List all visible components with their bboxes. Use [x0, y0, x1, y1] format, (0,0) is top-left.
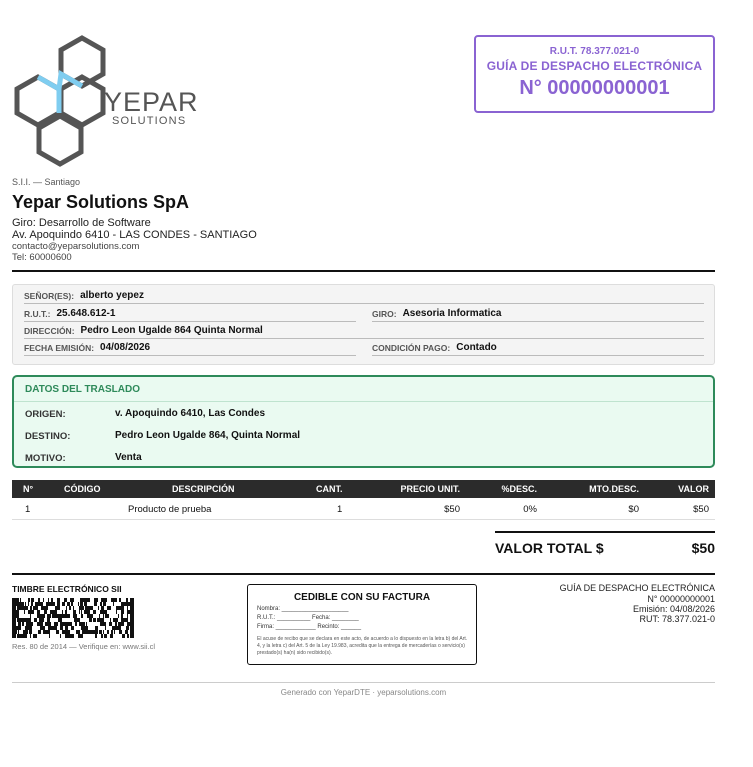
- company-giro: Giro: Desarrollo de Software: [12, 217, 151, 229]
- cell-value: $50: [693, 504, 709, 515]
- transfer-reason-value: Venta: [115, 452, 142, 463]
- transfer-origin-label: ORIGEN:: [25, 409, 66, 420]
- transfer-destination-value: Pedro Leon Ugalde 864, Quinta Normal: [115, 430, 301, 441]
- document-rut: R.U.T. 78.377.021-0: [549, 46, 640, 57]
- transfer-divider: [14, 401, 713, 402]
- reference-type: GUÍA DE DESPACHO ELECTRÓNICA: [559, 583, 715, 593]
- cedible-box: [247, 584, 477, 665]
- logo-accent: [38, 74, 82, 89]
- table-row: [12, 499, 715, 520]
- client-fecha-field: [24, 340, 356, 356]
- sii-office: S.I.I. — Santiago: [12, 177, 81, 187]
- column-header-number: N°: [23, 484, 34, 494]
- cell-unit-price: $50: [444, 504, 460, 515]
- total-label: VALOR TOTAL $: [495, 540, 604, 556]
- header-divider: [12, 270, 715, 272]
- timbre-title: TIMBRE ELECTRÓNICO SII: [12, 584, 122, 594]
- cedible-title: CEDIBLE CON SU FACTURA: [293, 592, 431, 603]
- client-senor-field: [24, 288, 704, 304]
- items-table-header: [12, 480, 715, 498]
- cedible-rut-line: R.U.T.: __________ Fecha: ________: [257, 615, 359, 621]
- cell-discount-pct: 0%: [523, 504, 537, 515]
- client-condicion-field: [372, 340, 704, 356]
- client-fecha-label: FECHA EMISIÓN:: [24, 343, 95, 353]
- footer-rule: [12, 682, 715, 683]
- client-fecha-value: 04/08/2026: [100, 342, 151, 353]
- client-rut-value: 25.648.612-1: [56, 308, 116, 319]
- cell-number: 1: [25, 504, 31, 515]
- document-number: N° 00000000001: [519, 77, 670, 99]
- timbre-note: Res. 80 de 2014 — Verifique en: www.sii.cl: [12, 642, 155, 651]
- column-header-quantity: CANT.: [316, 484, 343, 494]
- cell-discount-amount: $0: [628, 504, 639, 515]
- company-address: Av. Apoquindo 6410 - LAS CONDES - SANTIAGO: [12, 229, 257, 241]
- client-condicion-label: CONDICIÓN PAGO:: [372, 343, 451, 353]
- column-header-description: DESCRIPCIÓN: [172, 484, 235, 494]
- footer-divider-thick: [12, 573, 715, 575]
- client-giro-label: GIRO:: [372, 309, 397, 319]
- reference-rut: RUT: 78.377.021-0: [639, 614, 715, 624]
- company-email: contacto@yeparsolutions.com: [12, 241, 140, 252]
- client-senor-label: SEÑOR(ES):: [24, 291, 75, 301]
- column-header-discount-amount: MTO.DESC.: [589, 484, 639, 494]
- cedible-name-line: Nombra: ____________________: [257, 606, 349, 612]
- company-logo: [10, 34, 222, 170]
- column-header-value: VALOR: [678, 484, 709, 494]
- transfer-destination-label: DESTINO:: [25, 431, 71, 442]
- transfer-title: DATOS DEL TRASLADO: [25, 384, 141, 395]
- footer-text: Generado con YeparDTE · yeparsolutions.com: [280, 688, 447, 697]
- client-giro-value: Asesoria Informatica: [402, 308, 502, 319]
- logo-hexagon: [39, 116, 81, 164]
- cell-description: Producto de prueba: [128, 504, 212, 515]
- total-value: $50: [691, 540, 715, 556]
- transfer-reason-label: MOTIVO:: [25, 453, 66, 464]
- total-divider: [495, 531, 715, 533]
- client-rut-label: R.U.T.:: [24, 309, 51, 319]
- reference-number: N° 00000000001: [647, 594, 715, 604]
- document-type: GUÍA DE DESPACHO ELECTRÓNICA: [486, 59, 703, 73]
- cedible-signature-line: Firma: ____________ Recinto: ______: [257, 624, 362, 630]
- document-header-box: [474, 35, 715, 113]
- transfer-origin-value: v. Apoquindo 6410, Las Condes: [115, 408, 266, 419]
- client-direccion-field: [24, 323, 704, 339]
- cell-quantity: 1: [337, 504, 343, 515]
- client-direccion-value: Pedro Leon Ugalde 864 Quinta Normal: [80, 325, 263, 336]
- pdf417-barcode-icon: [12, 598, 134, 638]
- column-header-unit-price: PRECIO UNIT.: [400, 484, 460, 494]
- company-phone: Tel: 60000600: [12, 252, 72, 263]
- client-condicion-value: Contado: [456, 342, 497, 353]
- client-rut-field: [24, 306, 356, 322]
- client-direccion-label: DIRECCIÓN:: [24, 326, 75, 336]
- column-header-discount-pct: %DESC.: [501, 484, 537, 494]
- transfer-data-box: [12, 375, 715, 468]
- cedible-legal-text: El acuse de recibo que se declara en este acto, de acuerdo a lo dispuesto en la letra b) del Art. 4, y la letra c) del Art. 5 de la Ley 19.983, acredita que la entrega de mercaderías o servicio(s) prestado(s) ha(n) sido recibido(s).: [257, 636, 468, 656]
- column-header-code: CÓDIGO: [64, 484, 101, 494]
- reference-emission: Emisión: 04/08/2026: [632, 604, 715, 614]
- client-senor-value: alberto yepez: [80, 290, 144, 301]
- client-giro-field: [372, 306, 704, 322]
- client-info-box: [12, 284, 715, 365]
- logo-tagline: SOLUTIONS: [112, 115, 187, 127]
- company-name: Yepar Solutions SpA: [12, 192, 190, 212]
- logo-brand: YEPAR: [104, 87, 199, 117]
